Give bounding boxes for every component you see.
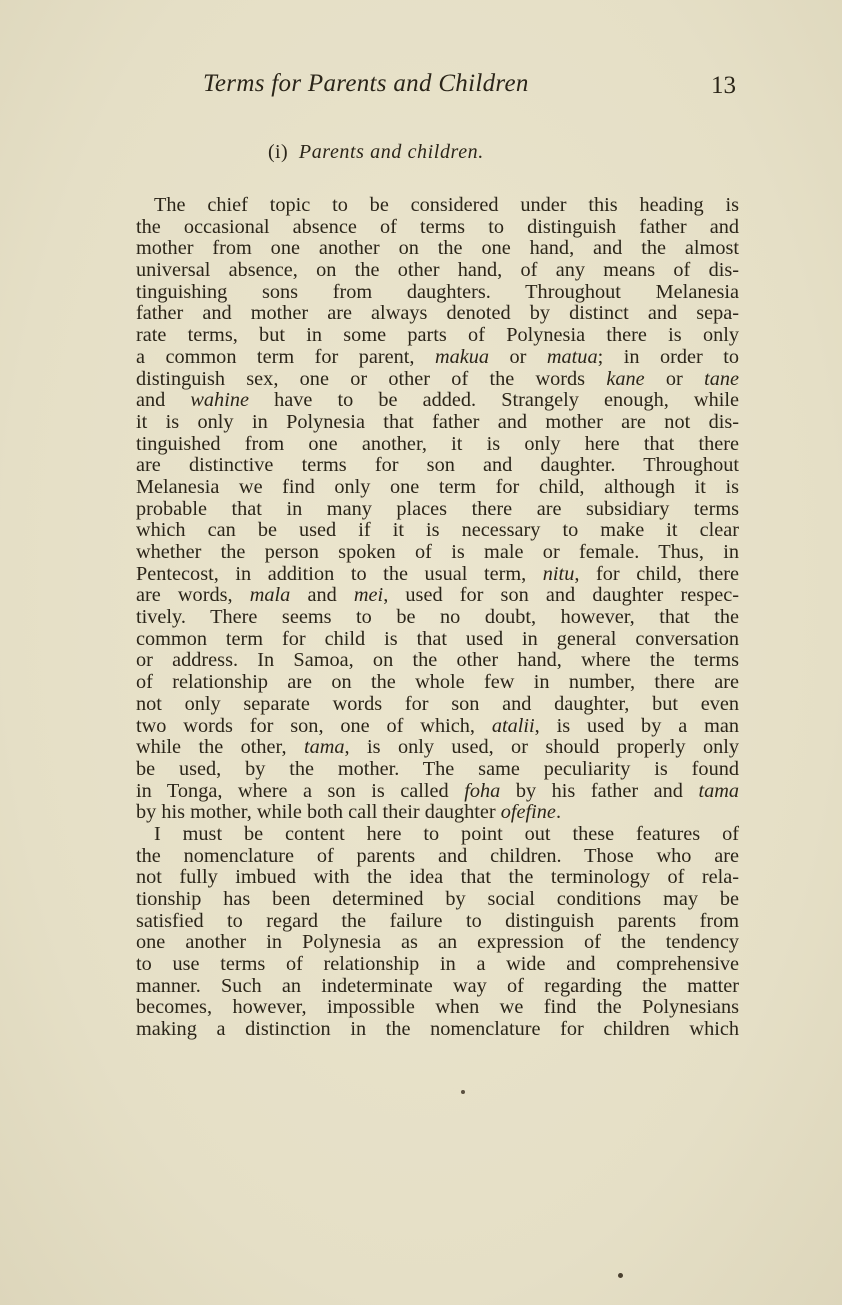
italic-term: kane [606, 367, 645, 390]
italic-term: foha [464, 779, 501, 802]
text-line [136, 824, 739, 846]
text-line [136, 520, 739, 542]
text-run: mother from one another on the one hand, and the almost [136, 237, 739, 260]
text-line [136, 867, 739, 889]
text-line [136, 737, 739, 759]
text-line [136, 585, 739, 607]
text-line [136, 911, 739, 933]
paragraph [136, 824, 739, 1041]
text-run: tinguished from one another, it is only here that there [136, 432, 739, 455]
text-line [136, 672, 739, 694]
body-text [136, 195, 739, 1041]
text-run: by his mother, while both call their daughter [136, 801, 501, 824]
italic-term: nitu [542, 562, 575, 585]
italic-term: atalii [491, 714, 535, 737]
text-run: Melanesia we find only one term for child, although it is [136, 475, 739, 498]
text-line [136, 369, 739, 391]
section-title: Parents and children. [298, 141, 484, 163]
text-line [136, 781, 739, 803]
text-line [136, 846, 739, 868]
text-run: while the other, [136, 736, 304, 759]
text-line [136, 759, 739, 781]
text-line [136, 325, 739, 347]
text-line [136, 455, 739, 477]
text-run: rate terms, but in some parts of Polynesia there is only [136, 324, 739, 347]
text-run: tionship has been determined by social conditions may be [136, 888, 739, 910]
text-line [136, 932, 739, 954]
text-run: or [644, 367, 705, 390]
text-line [136, 195, 739, 217]
text-line [136, 976, 739, 998]
text-run: or [489, 345, 547, 368]
text-line [136, 217, 739, 239]
italic-term: mala [249, 584, 291, 607]
text-line [136, 802, 739, 824]
text-line [136, 434, 739, 456]
text-run: , is only used, or should properly only [344, 736, 740, 759]
italic-term: tane [704, 367, 739, 390]
italic-term: makua [434, 345, 490, 368]
text-line [136, 889, 739, 911]
text-line [136, 390, 739, 412]
running-title: Terms for Parents and Children [203, 70, 529, 97]
text-run: distinguish sex, one or other of the words [136, 367, 607, 390]
text-run: the occasional absence of terms to distinguish father and [136, 215, 739, 238]
italic-term: tama [303, 736, 345, 759]
text-run: father and mother are always denoted by distinct and sepa- [136, 302, 739, 325]
text-run: universal absence, on the other hand, of any means of dis- [136, 259, 739, 282]
text-run: , is used by a man [534, 714, 739, 737]
text-run: , for child, there [574, 562, 739, 585]
text-run: ; in order to [597, 345, 739, 368]
italic-term: wahine [190, 389, 249, 412]
text-run: the nomenclature of parents and children. Those who are [136, 844, 739, 867]
text-run: I must be content here to point out these features of [154, 822, 739, 845]
text-run: not only separate words for son and daughter, but even [136, 692, 739, 715]
text-run: . [555, 801, 562, 824]
text-run: a common term for parent, [136, 345, 435, 368]
text-line [136, 260, 739, 282]
text-line [136, 238, 739, 260]
text-run: by his father and [500, 779, 699, 802]
italic-term: ofefine [500, 801, 556, 824]
text-run: becomes, however, impossible when we find the Polynesians [136, 996, 739, 1019]
text-run: , used for son and daughter respec- [383, 584, 739, 607]
text-line [136, 282, 739, 304]
text-run: satisfied to regard the failure to distinguish parents from [136, 909, 739, 932]
text-run: tinguishing sons from daughters. Throughout Melanesia [136, 280, 739, 303]
text-line [136, 412, 739, 434]
text-run: or address. In Samoa, on the other hand, where the terms [136, 649, 739, 672]
italic-term: mei [353, 584, 384, 607]
text-run: are words, [136, 584, 250, 607]
text-run: The chief topic to be considered under this heading is [154, 194, 739, 216]
print-speck [618, 1273, 623, 1278]
text-run: two words for son, one of which, [136, 714, 492, 737]
text-run: in Tonga, where a son is called [136, 779, 465, 802]
text-run: tively. There seems to be no doubt, however, that the [136, 606, 739, 629]
section-number: (i) [268, 141, 289, 163]
italic-term: tama [698, 779, 740, 802]
text-line [136, 564, 739, 586]
text-line [136, 694, 739, 716]
text-line [136, 477, 739, 499]
text-line [136, 629, 739, 651]
text-run: one another in Polynesia as an expression of the tendency [136, 931, 739, 954]
text-line [136, 716, 739, 738]
text-run: common term for child is that used in general conversation [136, 627, 739, 650]
text-run: manner. Such an indeterminate way of regarding the matter [136, 974, 739, 997]
print-speck [461, 1090, 465, 1094]
section-heading [268, 141, 484, 164]
text-line [136, 1019, 739, 1041]
text-line [136, 997, 739, 1019]
text-run: Pentecost, in addition to the usual term, [136, 562, 543, 585]
text-line [136, 607, 739, 629]
text-run: to use terms of relationship in a wide and comprehensive [136, 953, 739, 976]
text-run: probable that in many places there are subsidiary terms [136, 497, 739, 520]
text-run: are distinctive terms for son and daughter. Throughout [136, 454, 739, 477]
text-run: it is only in Polynesia that father and mother are not dis- [136, 410, 739, 433]
text-run: and [136, 389, 191, 412]
text-run: making a distinction in the nomenclature for children which [136, 1018, 739, 1041]
italic-term: matua [546, 345, 598, 368]
text-run: whether the person spoken of is male or female. Thus, in [136, 541, 739, 563]
text-line [136, 954, 739, 976]
text-run: be used, by the mother. The same peculiarity is found [136, 757, 739, 780]
paragraph [136, 195, 739, 824]
text-run: and [290, 584, 354, 607]
text-line [136, 347, 739, 369]
text-run: which can be used if it is necessary to make it clear [136, 519, 739, 542]
text-line [136, 303, 739, 325]
text-run: not fully imbued with the idea that the terminology of rela- [136, 866, 739, 889]
page-number: 13 [711, 72, 736, 99]
text-run: have to be added. Strangely enough, while [248, 389, 739, 412]
text-line [136, 650, 739, 672]
text-run: of relationship are on the whole few in number, there are [136, 671, 739, 694]
text-line [136, 542, 739, 564]
text-line [136, 499, 739, 521]
